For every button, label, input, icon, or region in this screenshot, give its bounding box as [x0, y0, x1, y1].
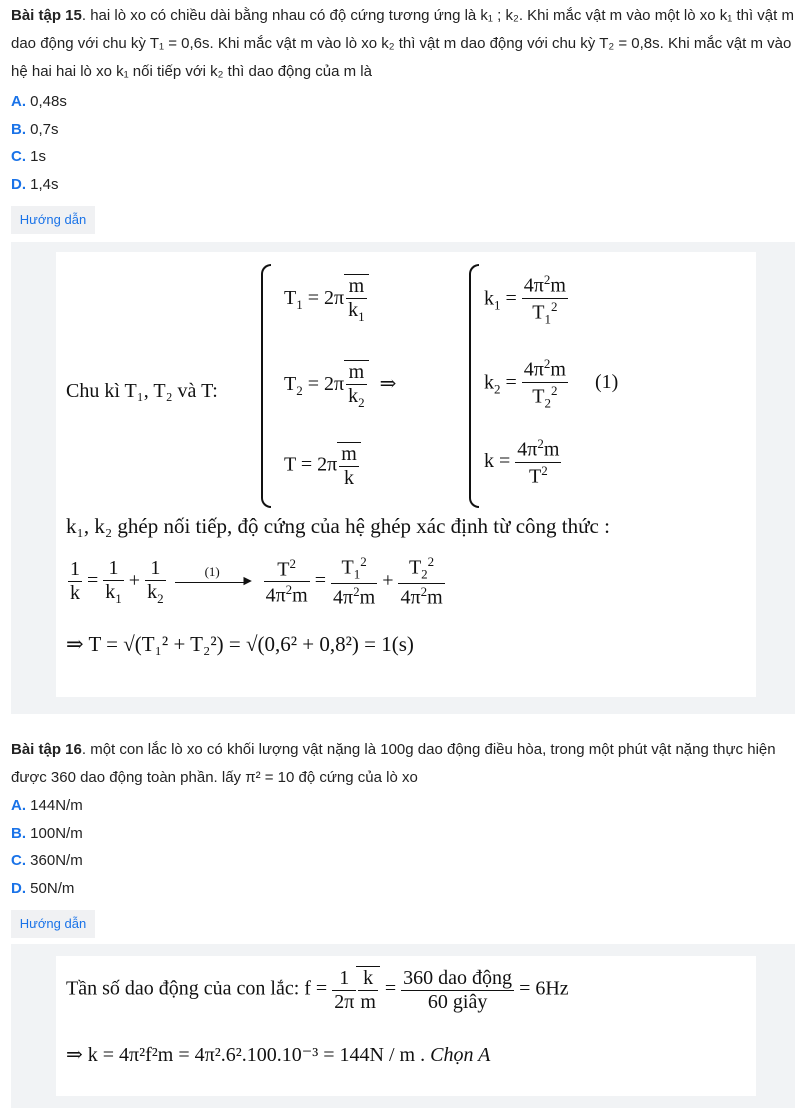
answer-choice: Chọn A: [430, 1044, 491, 1066]
right-brace: [469, 264, 479, 508]
eq-k2: $k_2$ = $\frac{4\pi^2m}{T_2^2}$ (1): [484, 356, 619, 411]
question-16-body: . một con lắc lò xo có khối lượng vật nặng là 100g dao động điều hòa, trong một phút vật nặng thực hiện được 360 dao động toàn phần. lấy π² = 10 độ cứng của lò xo: [11, 741, 776, 786]
series-formula: $\frac{1}{k}$ = $\frac{1}{k_1}$ + $\frac{1}{k_2}$ (1) ► $\frac{T^2}{4\pi^2m}$ = $\frac{T_1^2}{4\pi^2m}$ + $\frac{T_2^2}{4\pi^2m}$: [70, 554, 443, 609]
question-16-label: Bài tập 16: [11, 741, 82, 758]
question-16-options: [11, 792, 83, 902]
guide-toggle-15[interactable]: Hướng dẫn: [11, 206, 95, 234]
eq-k1: $k_1$ = $\frac{4\pi^2m}{T_1^2}$: [484, 272, 566, 327]
eq-t1: $T_1 = 2\pi$ $\frac{m}{k_1}$: [284, 274, 369, 325]
equation-tag: (1): [594, 371, 619, 394]
eq-k: k = $\frac{4\pi^2m}{T^2}$: [484, 436, 560, 488]
option-a[interactable]: A. 0,48s: [11, 93, 67, 110]
question-15-label: Bài tập 15: [11, 7, 82, 24]
period-result: ⇒ T = √(T₁² + T₂²) = √(0,6² + 0,8²) = 1(s): [66, 632, 414, 656]
question-15-text: [11, 2, 795, 86]
question-16-text: [11, 736, 795, 792]
question-15-body: . hai lò xo có chiều dài bằng nhau có độ cứng tương ứng là k₁ ; k₂. Khi mắc vật m vào một lò xo k₁ thì vật m dao động với chu kỳ T₁ = 0,6s. Khi mắc vật m vào lò xo k₂ thì vật m dao động với chu kỳ T₂ = 0,8s. Khi mắc vật m vào hệ hai hai lò xo k₁ nối tiếp với k₂ thì dao động của m là: [11, 7, 794, 80]
stiffness-result: ⇒ k = 4π²f²m = 4π².6².100.10⁻³ = 144N / m . Chọn A: [66, 1044, 491, 1066]
arrow-1: (1) ►: [175, 572, 255, 592]
option-a[interactable]: A. 144N/m: [11, 797, 83, 814]
solution-panel-15: [11, 242, 795, 714]
eq-t: T = 2π $\frac{m}{k}$: [284, 442, 361, 490]
solution-intro: Chu kì T₁, T₂ và T:: [66, 380, 218, 402]
solution-panel-16: [11, 944, 795, 1108]
frequency-label: Tần số dao động của con lắc:: [66, 977, 300, 1000]
frequency-formula: Tần số dao động của con lắc: f = $\frac{1}{2\pi}$ $\frac{k}{m}$ = $\frac{\text{360 dao động}}{\text{60 giây}}$ = 6Hz: [66, 966, 569, 1013]
series-note: k₁, k₂ ghép nối tiếp, độ cứng của hệ ghép xác định từ công thức :: [66, 514, 610, 538]
guide-toggle-16[interactable]: Hướng dẫn: [11, 910, 95, 938]
option-b[interactable]: B. 100N/m: [11, 824, 83, 842]
option-d[interactable]: D. 1,4s: [11, 175, 59, 193]
question-15-options: [11, 88, 67, 198]
option-b[interactable]: B. 0,7s: [11, 120, 59, 138]
solution-image-16: [56, 956, 756, 1096]
option-c[interactable]: C. 1s: [11, 148, 47, 165]
option-d[interactable]: D. 50N/m: [11, 879, 75, 897]
solution-image-15: [56, 252, 756, 697]
implies-arrow: ⇒: [379, 373, 397, 396]
left-brace: [261, 264, 271, 508]
option-c[interactable]: C. 360N/m: [11, 852, 83, 869]
eq-t2: $T_2 = 2\pi$ $\frac{m}{k_2}$ ⇒: [284, 361, 397, 410]
